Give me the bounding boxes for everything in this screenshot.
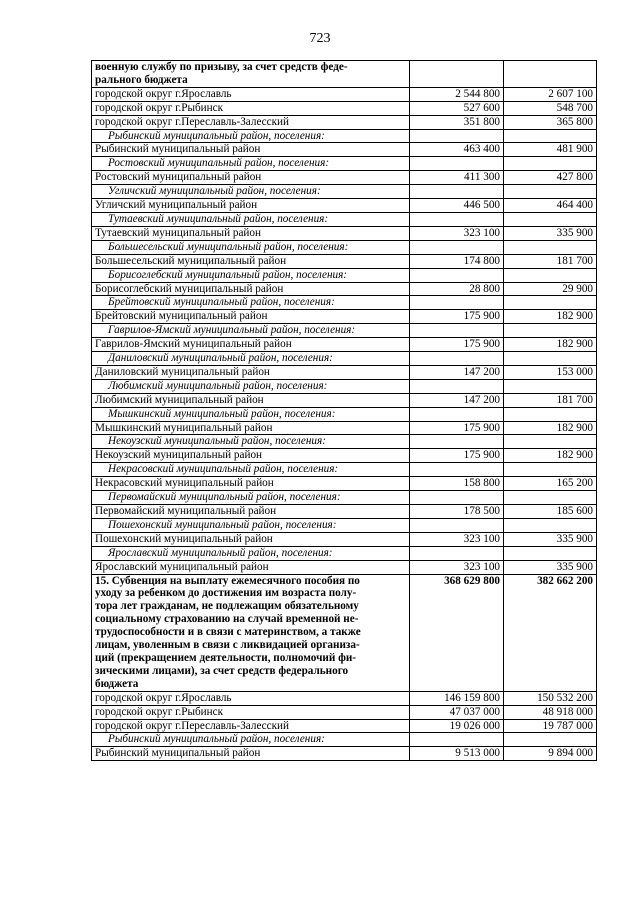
value-cell-2024: 323 100 — [410, 560, 504, 574]
row-name-cell: Угличский муниципальный район — [92, 199, 410, 213]
value-cell-2025 — [504, 185, 597, 199]
value-cell-2025: 182 900 — [504, 421, 597, 435]
table-row — [92, 393, 597, 407]
table-row-subheader — [92, 491, 597, 505]
value-cell-2025 — [504, 546, 597, 560]
budget-table — [91, 60, 597, 761]
value-cell-2024 — [410, 268, 504, 282]
value-cell-2025 — [504, 518, 597, 532]
row-name-cell: Брейтовский муниципальный район, поселения: — [92, 296, 410, 310]
value-cell-2024: 411 300 — [410, 171, 504, 185]
value-cell-2024: 368 629 800 — [410, 574, 504, 691]
row-name-cell: Большесельский муниципальный район — [92, 254, 410, 268]
table-row — [92, 365, 597, 379]
value-cell-2024: 174 800 — [410, 254, 504, 268]
value-cell-2024 — [410, 240, 504, 254]
value-cell-2025: 153 000 — [504, 365, 597, 379]
value-cell-2024: 527 600 — [410, 101, 504, 115]
value-cell-2025 — [504, 61, 597, 88]
value-cell-2025: 464 400 — [504, 199, 597, 213]
value-cell-2025 — [504, 733, 597, 747]
value-cell-2025 — [504, 268, 597, 282]
table-row — [92, 705, 597, 719]
table-row — [92, 719, 597, 733]
row-name-cell: городской округ г.Ярославль — [92, 691, 410, 705]
intro-line: рального бюджета — [95, 73, 188, 86]
table-row — [92, 477, 597, 491]
table-row-subheader — [92, 296, 597, 310]
section-line: социальному страхованию на случай временной не- — [95, 613, 359, 626]
row-name-cell: Ростовский муниципальный район, поселения: — [92, 157, 410, 171]
table-row — [92, 747, 597, 761]
value-cell-2025: 427 800 — [504, 171, 597, 185]
value-cell-2024: 28 800 — [410, 282, 504, 296]
value-cell-2024 — [410, 129, 504, 143]
row-name-cell: Некрасовский муниципальный район, поселения: — [92, 463, 410, 477]
row-name-cell: Гаврилов-Ямский муниципальный район, поселения: — [92, 324, 410, 338]
value-cell-2025 — [504, 129, 597, 143]
table-row — [92, 449, 597, 463]
table-row-subheader — [92, 157, 597, 171]
row-name-cell: городской округ г.Переславль-Залесский — [92, 719, 410, 733]
value-cell-2025: 165 200 — [504, 477, 597, 491]
value-cell-2024: 175 900 — [410, 449, 504, 463]
row-name-cell: городской округ г.Рыбинск — [92, 101, 410, 115]
value-cell-2025: 182 900 — [504, 338, 597, 352]
row-name-cell: Даниловский муниципальный район, поселения: — [92, 352, 410, 366]
intro-line: военную службу по призыву, за счет средств феде- — [95, 61, 348, 73]
row-name-cell: Угличский муниципальный район, поселения: — [92, 185, 410, 199]
table-row-subheader — [92, 435, 597, 449]
table-row-subheader — [92, 324, 597, 338]
table-row-subheader — [92, 185, 597, 199]
value-cell-2024: 175 900 — [410, 310, 504, 324]
value-cell-2025: 182 900 — [504, 449, 597, 463]
table-row — [92, 115, 597, 129]
value-cell-2025 — [504, 379, 597, 393]
table-row-subheader — [92, 129, 597, 143]
row-name-cell: Первомайский муниципальный район — [92, 505, 410, 519]
value-cell-2024: 323 100 — [410, 226, 504, 240]
value-cell-2025: 181 700 — [504, 393, 597, 407]
table-row-subheader — [92, 733, 597, 747]
value-cell-2025: 181 700 — [504, 254, 597, 268]
row-name-cell: Некрасовский муниципальный район — [92, 477, 410, 491]
value-cell-2025: 19 787 000 — [504, 719, 597, 733]
section-line: ций (прекращением деятельности, полномочий фи- — [95, 651, 356, 664]
table-row — [92, 143, 597, 157]
value-cell-2025: 150 532 200 — [504, 691, 597, 705]
row-name-cell: Пошехонский муниципальный район, поселения: — [92, 518, 410, 532]
table-row-subheader — [92, 352, 597, 366]
value-cell-2025: 9 894 000 — [504, 747, 597, 761]
table-row-subheader — [92, 518, 597, 532]
row-name-cell: Любимский муниципальный район — [92, 393, 410, 407]
value-cell-2025: 185 600 — [504, 505, 597, 519]
value-cell-2024 — [410, 212, 504, 226]
value-cell-2025 — [504, 240, 597, 254]
table-row-section — [92, 574, 597, 691]
value-cell-2025: 182 900 — [504, 310, 597, 324]
intro-cell — [92, 61, 410, 88]
value-cell-2024 — [410, 352, 504, 366]
value-cell-2025: 365 800 — [504, 115, 597, 129]
value-cell-2024 — [410, 296, 504, 310]
value-cell-2024: 147 200 — [410, 365, 504, 379]
table-row-subheader — [92, 240, 597, 254]
value-cell-2025 — [504, 296, 597, 310]
value-cell-2024: 323 100 — [410, 532, 504, 546]
row-name-cell: Некоузский муниципальный район — [92, 449, 410, 463]
table-row — [92, 87, 597, 101]
row-name-cell: Некоузский муниципальный район, поселения: — [92, 435, 410, 449]
value-cell-2024 — [410, 463, 504, 477]
value-cell-2024: 175 900 — [410, 421, 504, 435]
table-row — [92, 691, 597, 705]
value-cell-2024 — [410, 518, 504, 532]
value-cell-2024 — [410, 546, 504, 560]
value-cell-2024 — [410, 157, 504, 171]
value-cell-2024: 178 500 — [410, 505, 504, 519]
row-name-cell: Даниловский муниципальный район — [92, 365, 410, 379]
value-cell-2025 — [504, 157, 597, 171]
value-cell-2025 — [504, 324, 597, 338]
table-row-subheader — [92, 546, 597, 560]
row-name-cell: Борисоглебский муниципальный район, поселения: — [92, 268, 410, 282]
row-name-cell: Первомайский муниципальный район, поселения: — [92, 491, 410, 505]
value-cell-2025: 335 900 — [504, 532, 597, 546]
row-name-cell: Мышкинский муниципальный район, поселения: — [92, 407, 410, 421]
table-row-subheader — [92, 463, 597, 477]
row-name-cell: Любимский муниципальный район, поселения: — [92, 379, 410, 393]
value-cell-2024: 9 513 000 — [410, 747, 504, 761]
value-cell-2024 — [410, 185, 504, 199]
value-cell-2024: 2 544 800 — [410, 87, 504, 101]
section-line: лицам, уволенным в связи с ликвидацией организа- — [95, 639, 360, 652]
row-name-cell: Большесельский муниципальный район, поселения: — [92, 240, 410, 254]
row-name-cell: Ярославский муниципальный район — [92, 560, 410, 574]
value-cell-2024: 19 026 000 — [410, 719, 504, 733]
table-row-subheader — [92, 268, 597, 282]
table-row-subheader — [92, 212, 597, 226]
section-line: 15. Субвенция на выплату ежемесячного пособия по — [95, 574, 360, 587]
section-line: зическими лицами), за счет средств федерального — [95, 664, 349, 677]
table-row — [92, 505, 597, 519]
value-cell-2024 — [410, 324, 504, 338]
value-cell-2025 — [504, 352, 597, 366]
value-cell-2024 — [410, 379, 504, 393]
value-cell-2025: 481 900 — [504, 143, 597, 157]
row-name-cell: Гаврилов-Ямский муниципальный район — [92, 338, 410, 352]
value-cell-2024: 446 500 — [410, 199, 504, 213]
row-name-cell: Тутаевский муниципальный район, поселения: — [92, 212, 410, 226]
value-cell-2025: 382 662 200 — [504, 574, 597, 691]
table-row — [92, 226, 597, 240]
row-name-cell: городской округ г.Переславль-Залесский — [92, 115, 410, 129]
row-name-cell: Тутаевский муниципальный район — [92, 226, 410, 240]
section-line: тора лет гражданам, не подлежащим обязательному — [95, 600, 359, 613]
value-cell-2024 — [410, 407, 504, 421]
section-line: бюджета — [95, 677, 139, 690]
table-row — [92, 254, 597, 268]
table-row — [92, 560, 597, 574]
table-row — [92, 310, 597, 324]
value-cell-2024 — [410, 435, 504, 449]
table-row-intro — [92, 61, 597, 88]
table-row — [92, 101, 597, 115]
value-cell-2025 — [504, 435, 597, 449]
value-cell-2024 — [410, 491, 504, 505]
table-row — [92, 199, 597, 213]
value-cell-2024: 158 800 — [410, 477, 504, 491]
page-number: 723 — [309, 31, 331, 46]
row-name-cell: Рыбинский муниципальный район, поселения: — [92, 733, 410, 747]
table-row — [92, 421, 597, 435]
value-cell-2025 — [504, 407, 597, 421]
value-cell-2025: 548 700 — [504, 101, 597, 115]
value-cell-2025: 2 607 100 — [504, 87, 597, 101]
table-row — [92, 282, 597, 296]
value-cell-2024 — [410, 61, 504, 88]
row-name-cell: Ярославский муниципальный район, поселения: — [92, 546, 410, 560]
value-cell-2024: 463 400 — [410, 143, 504, 157]
row-name-cell: Мышкинский муниципальный район — [92, 421, 410, 435]
budget-table-body — [92, 61, 597, 761]
value-cell-2024: 47 037 000 — [410, 705, 504, 719]
value-cell-2024: 175 900 — [410, 338, 504, 352]
section-line: уходу за ребенком до достижения им возраста полу- — [95, 587, 357, 600]
row-name-cell: Пошехонский муниципальный район — [92, 532, 410, 546]
value-cell-2024: 351 800 — [410, 115, 504, 129]
section-line: трудоспособности и в связи с материнством, а также — [95, 626, 361, 639]
value-cell-2025: 48 918 000 — [504, 705, 597, 719]
value-cell-2025 — [504, 491, 597, 505]
value-cell-2025 — [504, 463, 597, 477]
value-cell-2024 — [410, 733, 504, 747]
table-row-subheader — [92, 407, 597, 421]
value-cell-2024: 146 159 800 — [410, 691, 504, 705]
value-cell-2025: 335 900 — [504, 226, 597, 240]
row-name-cell: Борисоглебский муниципальный район — [92, 282, 410, 296]
row-name-cell — [92, 574, 410, 691]
table-row — [92, 338, 597, 352]
row-name-cell: городской округ г.Ярославль — [92, 87, 410, 101]
value-cell-2025: 29 900 — [504, 282, 597, 296]
value-cell-2025 — [504, 212, 597, 226]
value-cell-2025: 335 900 — [504, 560, 597, 574]
row-name-cell: Ростовский муниципальный район — [92, 171, 410, 185]
row-name-cell: городской округ г.Рыбинск — [92, 705, 410, 719]
table-row — [92, 532, 597, 546]
row-name-cell: Рыбинский муниципальный район, поселения: — [92, 129, 410, 143]
row-name-cell: Рыбинский муниципальный район — [92, 143, 410, 157]
table-row-subheader — [92, 379, 597, 393]
value-cell-2024: 147 200 — [410, 393, 504, 407]
row-name-cell: Рыбинский муниципальный район — [92, 747, 410, 761]
table-row — [92, 171, 597, 185]
row-name-cell: Брейтовский муниципальный район — [92, 310, 410, 324]
